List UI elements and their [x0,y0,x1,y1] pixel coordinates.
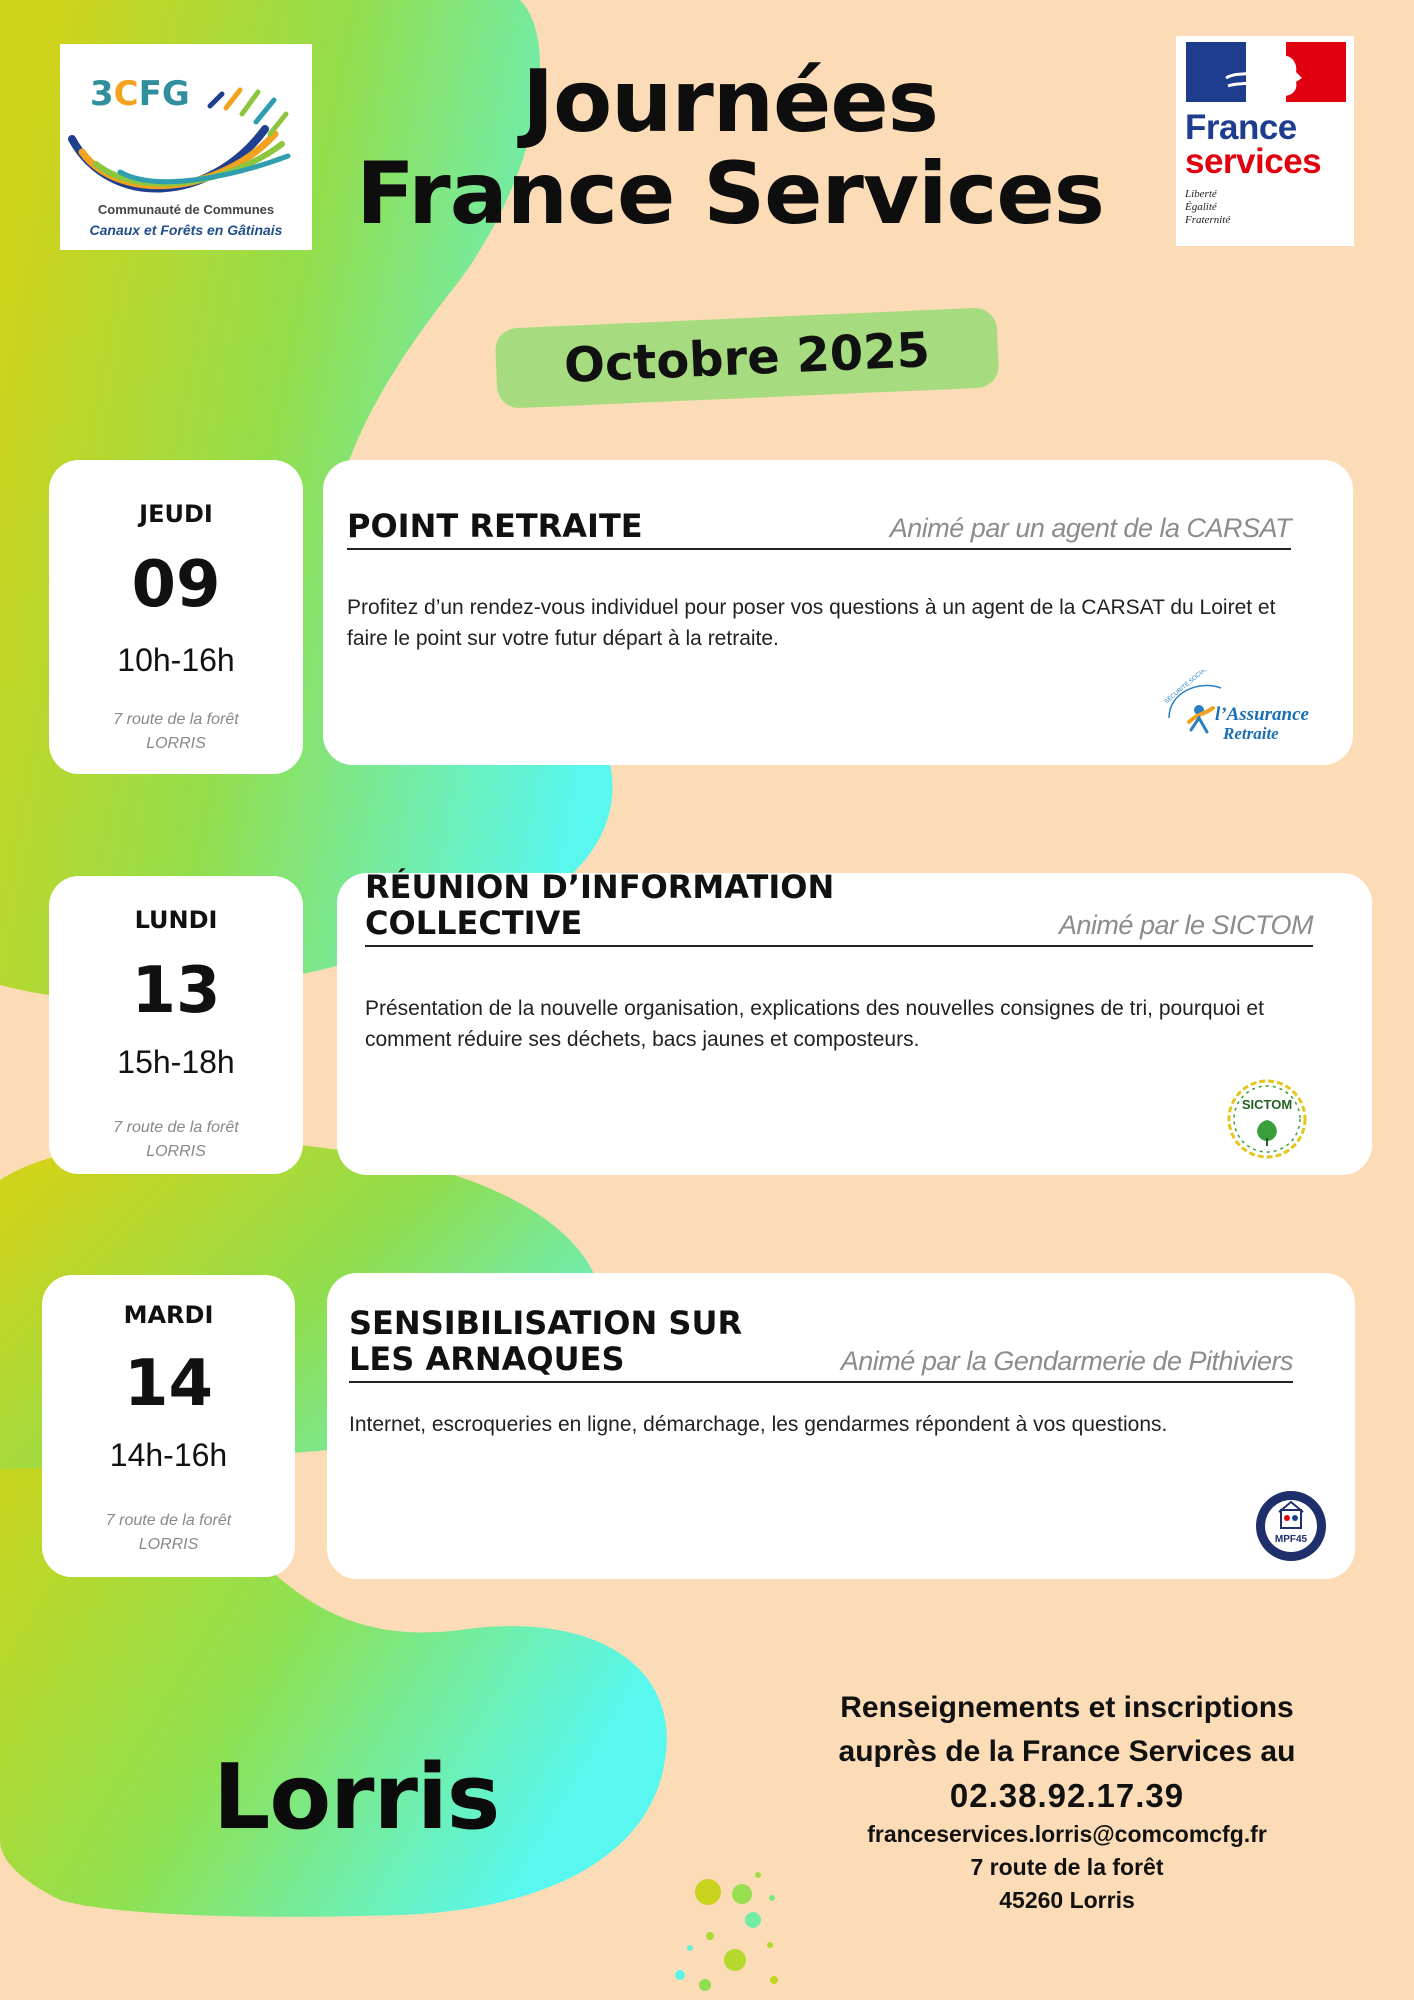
date-card-2 [49,876,303,1174]
address-city: LORRIS [146,735,206,752]
event-date: 14 [123,1347,214,1421]
address-city: LORRIS [146,1143,206,1160]
page-title [300,52,1160,244]
title-line1: Journées [522,52,938,152]
sictom-logo [1224,1076,1310,1162]
event-day: JEUDI [139,500,213,528]
motto-liberte: Liberté [1185,188,1217,200]
month-badge: Octobre 2025 [494,307,999,409]
assurance-word: l’Assurance [1215,704,1309,725]
sictom-icon [1224,1076,1310,1162]
contact-line2: auprès de la France Services au [838,1735,1296,1768]
event-header [365,868,1313,947]
event-title: POINT RETRAITE [347,507,643,545]
event-title [349,1305,742,1377]
event-card-3 [327,1273,1355,1579]
title-line2: France Services [356,144,1104,244]
france-services-word2: services [1185,142,1322,181]
motto-fraternite: Fraternité [1185,214,1231,226]
address-city: LORRIS [138,1536,199,1553]
event-address [49,708,303,756]
event-header [347,502,1291,550]
contact-phone[interactable]: 02.38.92.17.39 [949,1777,1185,1814]
event-card-2 [337,868,1372,1175]
decorative-dots [675,1872,778,1991]
gendarmerie-icon [1253,1488,1329,1564]
city-name: Lorris [213,1745,500,1850]
mpf-word: MPF45 [1274,1534,1308,1545]
sictom-word: SICTOM [1241,1097,1293,1112]
event-title-line1: SENSIBILISATION SUR [349,1304,743,1342]
event-time: 15h-18h [117,1044,235,1080]
france-services-word1: France [1185,108,1297,147]
securite-sociale-arc: SÉCURITÉ SOCIALE [1163,670,1213,706]
event-title: RÉUNION D’INFORMATION COLLECTIVE [365,868,835,942]
address-street: 7 route de la forêt [113,711,239,728]
event-title-line2: LES ARNAQUES [349,1340,625,1378]
3cfg-logo [60,44,312,250]
address-street: 7 route de la forêt [113,1119,239,1136]
date-card-1 [49,460,303,774]
contact-postal: 45260 Lorris [999,1887,1135,1913]
event-date: 13 [131,954,221,1028]
france-services-logo [1176,36,1354,246]
3cfg-acronym: 3CFG [90,74,190,114]
contact-email[interactable]: franceservices.lorris@comcomcfg.fr [867,1821,1267,1847]
event-header [349,1299,1293,1383]
3cfg-line1: Communauté de Communes [97,202,275,217]
event-day: LUNDI [134,906,218,934]
event-description: Profitez d’un rendez-vous individuel pour poser vos questions à un agent de la CARSAT du Loiret et faire le point sur votre futur départ à la retraite. [347,596,1276,650]
event-address [49,1116,303,1164]
event-description: Présentation de la nouvelle organisation, explications des nouvelles consignes de tri, pourquoi et comment réduire ses déchets, bacs jaunes et composteurs. [365,997,1264,1051]
contact-block [780,1686,1354,1917]
gendarmerie-mpf-logo [1253,1488,1329,1564]
event-host: Animé par un agent de la CARSAT [889,513,1291,543]
motto-egalite: Égalité [1185,201,1217,213]
address-street: 7 route de la forêt [105,1512,232,1529]
republic-motto [1185,188,1230,227]
event-day: MARDI [123,1301,214,1329]
contact-street: 7 route de la forêt [970,1854,1164,1880]
event-time: 10h-16h [117,642,235,678]
assurance-retraite-icon [1159,670,1339,750]
retraite-word: Retraite [1223,724,1279,743]
marianne-flag-icon [1186,42,1346,102]
event-date: 09 [131,548,221,622]
date-card-3 [42,1275,295,1577]
event-address [42,1509,295,1557]
3cfg-line2: Canaux et Forêts en Gâtinais [89,222,283,238]
contact-line1: Renseignements et inscriptions [840,1691,1294,1724]
assurance-retraite-logo [1159,670,1339,750]
event-time: 14h-16h [109,1437,228,1473]
event-host: Animé par la Gendarmerie de Pithiviers [840,1346,1293,1376]
event-host: Animé par le SICTOM [1058,910,1313,940]
event-card-1 [323,460,1353,765]
event-description: Internet, escroqueries en ligne, démarchage, les gendarmes répondent à vos questions. [349,1413,1168,1436]
